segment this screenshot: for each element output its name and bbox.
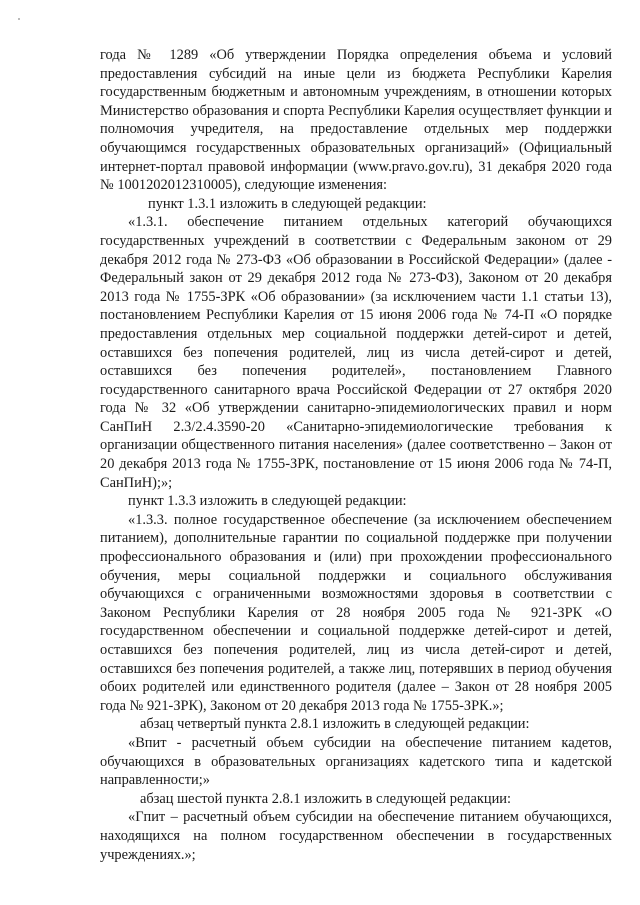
paragraph-clause-gpit: «Гпит – расчетный объем субсидии на обеспечение питанием обучающихся, находящихся на полном государственном обеспечении в государственных учреждениях.»;	[100, 809, 612, 863]
paragraph-instruction-2-8-1-sixth: абзац шестой пункта 2.8.1 изложить в следующей редакции:	[140, 790, 512, 807]
paragraph-intro: года № 1289 «Об утверждении Порядка определения объема и условий предоставления субсидий на иные цели из бюджета Республики Карелия государственным бюджетным и автономным учреждениям, в отношении которых Министерство образования и спорта Республики Карелия осуществляет функции и полномочия учредителя, на предоставление отдельных мер поддержки обучающимся государственных образовательных организаций» (Официальный интернет-портал правовой информации (www.pravo.gov.ru), 31 декабря 2020 года № 1001202012310005), следующие изменения:	[100, 47, 612, 194]
paragraph-instruction-2-8-1-fourth: абзац четвертый пункта 2.8.1 изложить в следующей редакции:	[140, 716, 530, 733]
paragraph-instruction-1-3-3: пункт 1.3.3 изложить в следующей редакции:	[128, 493, 407, 510]
scan-speck	[18, 18, 20, 20]
paragraph-clause-1-3-3: «1.3.3. полное государственное обеспечение (за исключением обеспечением питанием), дополнительные гарантии по социальной поддержке при получении профессионального образования и (или) при прохождении профессионального обучения, меры социальной поддержки и социального обслуживания обучающихся с ограниченными возможностями здоровья в соответствии с Законом Республики Карелия от 28 ноября 2005 года № 921-ЗРК «О государственном обеспечении и социальной поддержке детей-сирот и детей, оставшихся без попечения родителей, лиц из числа детей-сирот и детей, оставшихся без попечения родителей, а также лиц, потерявших в период обучения обоих родителей или единственного родителя (далее – Закон от 28 ноября 2005 года № 921-ЗРК), Законом от 20 декабря 2013 года № 1755-ЗРК.»;	[100, 511, 612, 714]
paragraph-clause-1-3-1: «1.3.1. обеспечение питанием отдельных категорий обучающихся государственных учреждений в соответствии с Федеральным законом от 29 декабря 2012 года № 273-ФЗ «Об образовании в Российской Федерации» (далее - Федеральный закон от 29 декабря 2012 года № 273-ФЗ), Законом от 20 декабря 2013 года № 1755-ЗРК «Об образовании» (за исключением части 1.1 статьи 13), постановлением Республики Карелия от 15 июня 2006 года № 74-П «О порядке предоставления отдельных мер социальной поддержки детей-сирот и детей, оставшихся без попечения родителей, лиц из числа детей-сирот и детей, оставшихся без попечения родителей», постановлением Главного государственного санитарного врача Российской Федерации от 27 октября 2020 года № 32 «Об утверждении санитарно-эпидемиологических правил и норм СанПиН 2.3/2.4.3590-20 «Санитарно-эпидемиологические требования к организации общественного питания населения» (далее соответственно – Закон от 20 декабря 2013 года № 1755-ЗРК, постановление от 15 июня 2006 года № 74-П, СанПиН);»;	[100, 214, 612, 491]
paragraph-clause-vpit: «Впит - расчетный объем субсидии на обеспечение питанием кадетов, обучающихся в образовательных организациях кадетского типа и кадетской направленности;»	[100, 734, 612, 789]
paragraph-instruction-1-3-1: пункт 1.3.1 изложить в следующей редакции:	[148, 195, 427, 212]
